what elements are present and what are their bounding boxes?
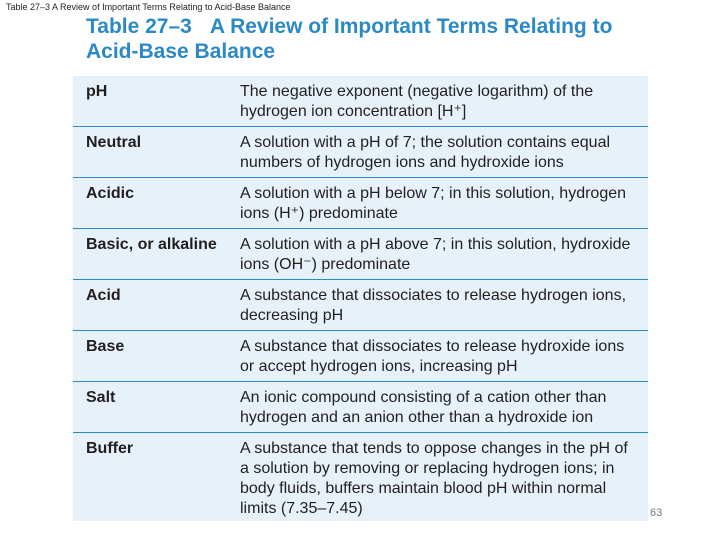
term-cell: Basic, or alkaline xyxy=(86,236,217,253)
definition-cell: A solution with a pH below 7; in this solution, hydrogen ions (H⁺) predominate xyxy=(240,185,627,222)
table-row xyxy=(73,331,648,382)
slide-caption: Table 27–3 A Review of Important Terms Relating to Acid-Base Balance xyxy=(6,2,291,12)
table-title-text: A Review of Important Terms Relating to xyxy=(209,15,613,38)
table-row xyxy=(73,382,648,433)
table-title-line-1 xyxy=(86,14,612,39)
table-title xyxy=(86,14,612,64)
term-cell: Acidic xyxy=(86,185,135,202)
term-cell: Base xyxy=(86,338,125,355)
table-row xyxy=(73,76,648,127)
table-row xyxy=(73,127,648,178)
definition-cell: A substance that tends to oppose changes in the pH of a solution by removing or replacing hydrogen ions; in body fluids, buffers maintain blood pH within normal limits (7.35–7.45) xyxy=(240,440,628,517)
definition-cell: A solution with a pH of 7; the solution contains equal numbers of hydrogen ions and hydroxide ions xyxy=(240,134,611,171)
table-row xyxy=(73,178,648,229)
table-row xyxy=(73,280,648,331)
term-cell: Neutral xyxy=(86,134,142,151)
term-cell: Acid xyxy=(86,287,121,304)
term-cell: Buffer xyxy=(86,440,134,457)
table-number: Table 27–3 xyxy=(86,15,192,38)
table-row xyxy=(73,433,648,521)
term-cell: Salt xyxy=(86,389,116,406)
term-cell: pH xyxy=(86,83,108,100)
definition-cell: A solution with a pH above 7; in this solution, hydroxide ions (OH⁻) predominate xyxy=(240,236,631,273)
terms-table xyxy=(73,76,648,521)
page-number: 63 xyxy=(650,507,663,519)
definition-cell: A substance that dissociates to release hydroxide ions or accept hydrogen ions, increasing pH xyxy=(240,338,625,375)
definition-cell: A substance that dissociates to release hydrogen ions, decreasing pH xyxy=(240,287,627,324)
table-title-line-2: Acid-Base Balance xyxy=(86,40,276,63)
table-row xyxy=(73,229,648,280)
definition-cell: An ionic compound consisting of a cation other than hydrogen and an anion other than a hydroxide ion xyxy=(240,389,607,426)
definition-cell: The negative exponent (negative logarithm) of the hydrogen ion concentration [H⁺] xyxy=(240,83,594,120)
